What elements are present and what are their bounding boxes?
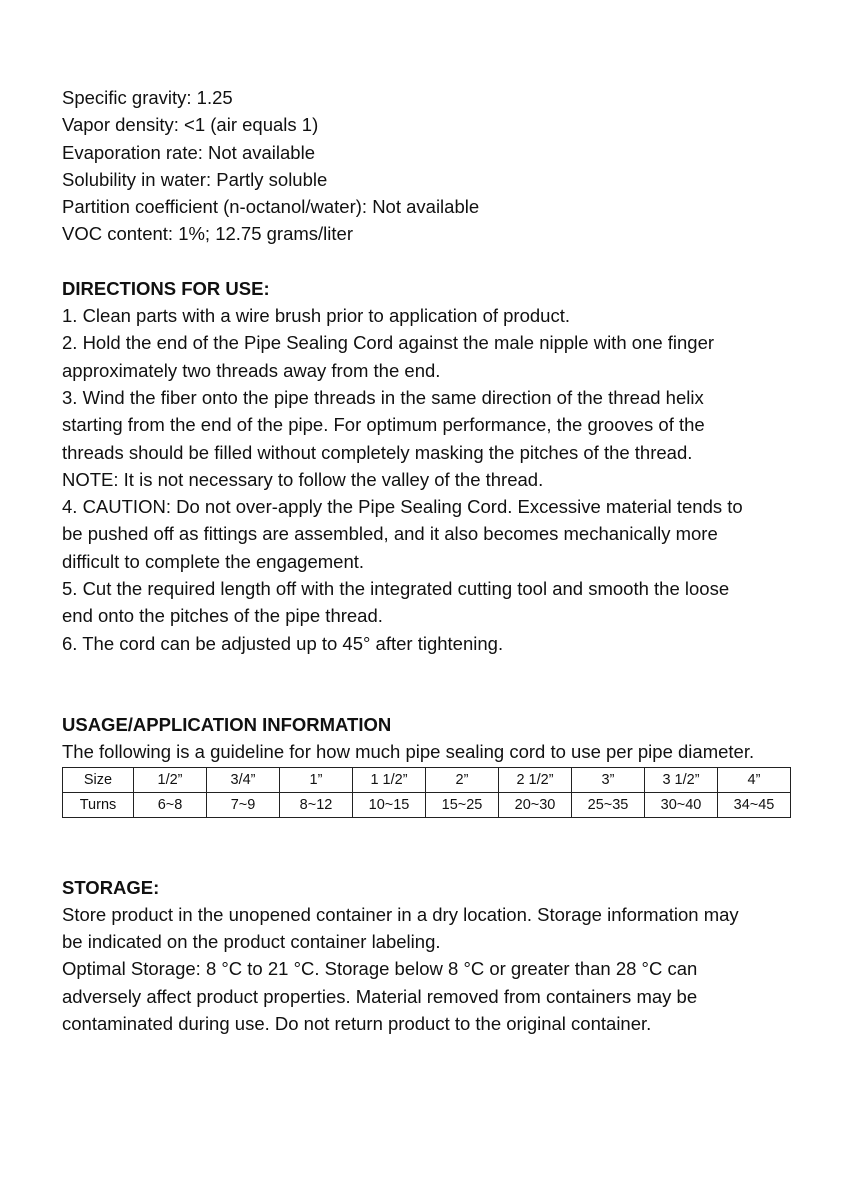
directions-line: difficult to complete the engagement. — [62, 550, 365, 572]
directions-line: starting from the end of the pipe. For optimum performance, the grooves of the — [62, 414, 705, 436]
storage-line: Store product in the unopened container in a dry location. Storage information may — [62, 903, 739, 925]
document-page — [62, 84, 802, 1037]
table-cell-turns: 7~9 — [207, 792, 280, 817]
property-line: Partition coefficient (n-octanol/water): Not available — [62, 196, 480, 218]
table-cell-turns: 15~25 — [426, 792, 499, 817]
property-line: Specific gravity: 1.25 — [62, 87, 233, 108]
storage-section — [62, 874, 802, 1038]
table-cell-turns: 34~45 — [718, 792, 791, 817]
spacer — [62, 248, 802, 275]
table-cell-size: 3/4” — [207, 767, 280, 792]
usage-heading: USAGE/APPLICATION INFORMATION — [62, 713, 392, 735]
spacer — [62, 657, 802, 711]
table-cell-turns: 20~30 — [499, 792, 572, 817]
table-cell-size: 4” — [718, 767, 791, 792]
table-cell-turns: 6~8 — [134, 792, 207, 817]
directions-line: NOTE: It is not necessary to follow the valley of the thread. — [62, 468, 544, 490]
table-cell-size: 2” — [426, 767, 499, 792]
directions-line: be pushed off as fittings are assembled, and it also becomes mechanically more — [62, 523, 718, 545]
table-cell-turns: 10~15 — [353, 792, 426, 817]
table-cell-turns: 8~12 — [280, 792, 353, 817]
directions-section — [62, 275, 802, 657]
table-cell-size: 3 1/2” — [645, 767, 718, 792]
directions-line: 5. Cut the required length off with the integrated cutting tool and smooth the loose — [62, 578, 730, 600]
directions-line: 6. The cord can be adjusted up to 45° after tightening. — [62, 632, 504, 654]
directions-line: approximately two threads away from the end. — [62, 359, 441, 381]
directions-line: 3. Wind the fiber onto the pipe threads in the same direction of the thread helix — [62, 386, 704, 408]
table-cell-size: 2 1/2” — [499, 767, 572, 792]
table-cell-size: 1” — [280, 767, 353, 792]
table-cell-size: 1/2” — [134, 767, 207, 792]
table-cell-turns: 30~40 — [645, 792, 718, 817]
directions-line: end onto the pitches of the pipe thread. — [62, 605, 383, 627]
properties-section — [62, 84, 802, 248]
property-line: Solubility in water: Partly soluble — [62, 168, 328, 190]
usage-table — [62, 767, 791, 818]
directions-line: 4. CAUTION: Do not over-apply the Pipe Sealing Cord. Excessive material tends to — [62, 496, 743, 518]
storage-heading: STORAGE: — [62, 876, 160, 898]
spacer — [62, 818, 802, 874]
storage-line: adversely affect product properties. Material removed from containers may be — [62, 985, 698, 1007]
property-line: VOC content: 1%; 12.75 grams/liter — [62, 223, 353, 245]
storage-line: contaminated during use. Do not return product to the original container. — [62, 1013, 652, 1035]
table-cell-size-label: Size — [63, 767, 134, 792]
usage-intro: The following is a guideline for how much pipe sealing cord to use per pipe diameter. — [62, 741, 755, 763]
table-cell-turns: 25~35 — [572, 792, 645, 817]
directions-heading: DIRECTIONS FOR USE: — [62, 277, 270, 299]
directions-line: 1. Clean parts with a wire brush prior to application of product. — [62, 305, 570, 327]
directions-line: 2. Hold the end of the Pipe Sealing Cord against the male nipple with one finger — [62, 332, 715, 354]
property-line: Evaporation rate: Not available — [62, 141, 315, 163]
table-cell-size: 3” — [572, 767, 645, 792]
table-cell-size: 1 1/2” — [353, 767, 426, 792]
usage-section — [62, 711, 802, 818]
table-row-turns — [63, 792, 791, 817]
property-line: Vapor density: <1 (air equals 1) — [62, 114, 319, 136]
table-cell-turns-label: Turns — [63, 792, 134, 817]
storage-line: be indicated on the product container labeling. — [62, 931, 441, 953]
directions-line: threads should be filled without completely masking the pitches of the thread. — [62, 441, 693, 463]
storage-line: Optimal Storage: 8 °C to 21 °C. Storage below 8 °C or greater than 28 °C can — [62, 958, 698, 980]
table-row-size — [63, 767, 791, 792]
